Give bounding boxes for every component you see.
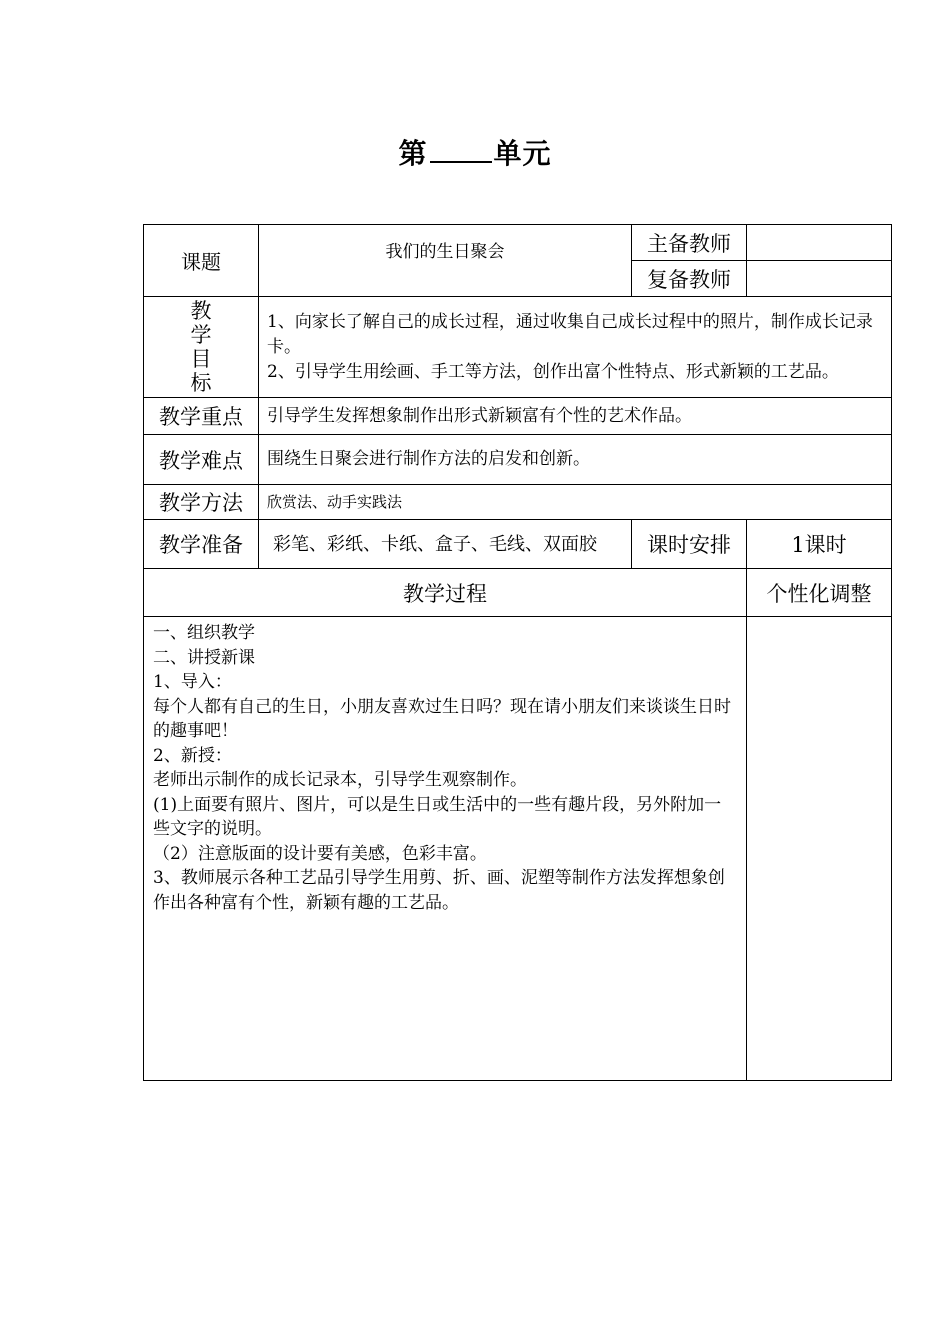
process-line: 老师出示制作的成长记录本，引导学生观察制作。 [153, 770, 527, 790]
adjust-header: 个性化调整 [747, 569, 892, 617]
prep-label: 教学准备 [144, 520, 259, 569]
goals-label-char: 教 [190, 299, 212, 323]
co-teacher-value [747, 261, 892, 297]
goals-value [259, 297, 892, 398]
process-line: 每个人都有自己的生日，小朋友喜欢过生日吗？现在请小朋友们来谈谈生日时的趣事吧！ [153, 696, 731, 741]
main-teacher-value [747, 225, 892, 261]
process-line: 一、组织教学 [153, 623, 255, 643]
process-line: 2、新授： [153, 745, 232, 766]
goals-label-char: 学 [190, 323, 212, 347]
method-value: 欣赏法、动手实践法 [259, 485, 892, 520]
co-teacher-label: 复备教师 [632, 261, 747, 297]
goals-label-char: 标 [190, 371, 212, 395]
key-point-value: 引导学生发挥想象制作出形式新颖富有个性的艺术作品。 [259, 398, 892, 435]
page-title [0, 132, 950, 172]
key-point-label: 教学重点 [144, 398, 259, 435]
process-content [144, 617, 747, 1081]
process-header: 教学过程 [144, 569, 747, 617]
process-line: 1、导入： [153, 672, 232, 692]
adjust-content [747, 617, 892, 1081]
topic-label: 课题 [144, 225, 259, 297]
title-suffix: 单元 [493, 137, 552, 170]
goals-label [144, 297, 259, 398]
process-line: （2）注意版面的设计要有美感，色彩丰富。 [153, 843, 487, 864]
goal-line: 2、引导学生用绘画、手工等方法，创作出富个性特点、形式新颖的工艺品。 [267, 361, 839, 382]
goals-label-char: 目 [190, 347, 212, 371]
process-line: (1)上面要有照片、图片，可以是生日或生活中的一些有趣片段，另外附加一些文字的说明。 [153, 794, 722, 839]
difficulty-value: 围绕生日聚会进行制作方法的启发和创新。 [259, 435, 892, 485]
topic-value: 我们的生日聚会 [259, 225, 632, 297]
process-line: 3、教师展示各种工艺品引导学生用剪、折、画、泥塑等制作方法发挥想象创作出各种富有个性，新颖有趣的工艺品。 [153, 868, 725, 913]
title-prefix: 第 [398, 137, 428, 170]
period-label: 课时安排 [632, 520, 747, 569]
main-teacher-label: 主备教师 [632, 225, 747, 261]
difficulty-label: 教学难点 [144, 435, 259, 485]
prep-value: 彩笔、彩纸、卡纸、盒子、毛线、双面胶 [259, 520, 632, 569]
method-label: 教学方法 [144, 485, 259, 520]
goal-line: 1、向家长了解自己的成长过程，通过收集自己成长过程中的照片，制作成长记录卡。 [267, 311, 873, 357]
lesson-plan-table [143, 224, 892, 1081]
unit-number-blank [430, 137, 492, 163]
process-line: 二、讲授新课 [153, 647, 255, 668]
period-value: 1课时 [747, 520, 892, 569]
